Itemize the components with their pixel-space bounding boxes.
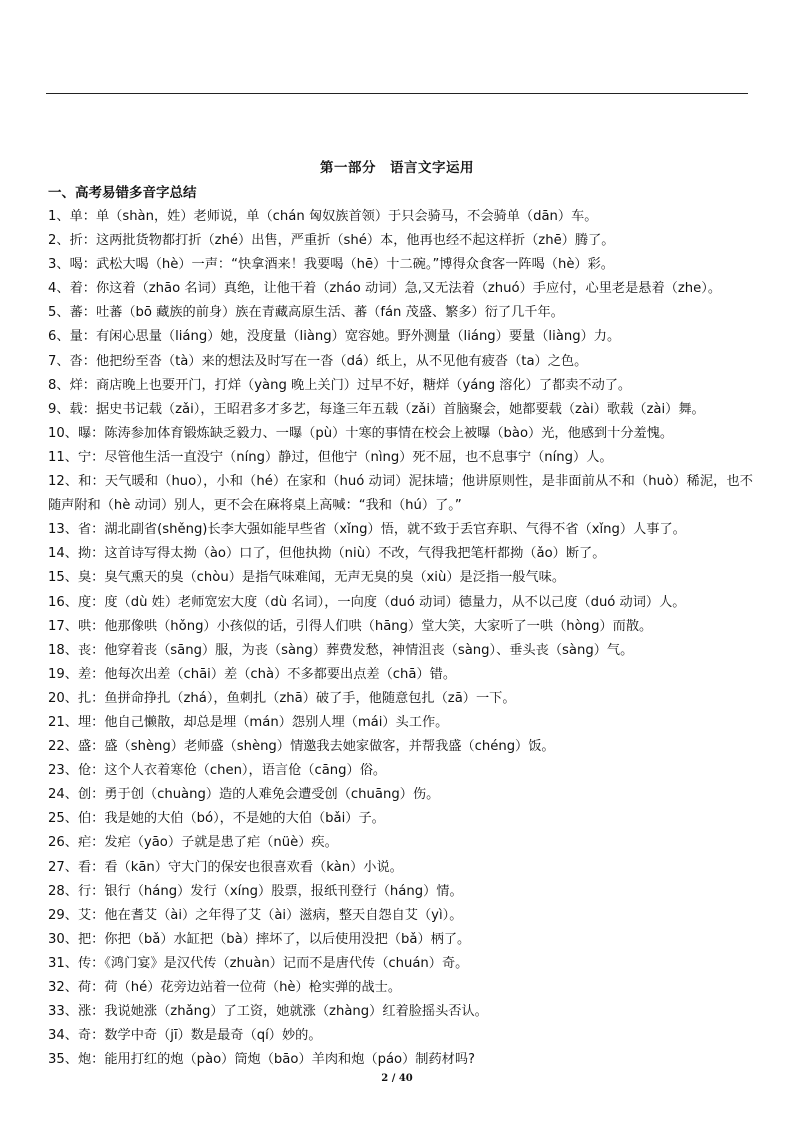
entry-31: 31、传：《鸿门宴》是汉代传（zhuàn）记而不是唐代传（chuán）奇。 <box>48 955 469 971</box>
entry-24: 24、创：勇于创（chuàng）造的人难免会遭受创（chuāng）伤。 <box>48 787 440 803</box>
entry-18: 18、丧：他穿着丧（sāng）服，为丧（sàng）葬费发愁，神情沮丧（sàng）、垂头丧（sàng）气。 <box>48 642 634 658</box>
entry-29: 29、艾：他在耆艾（ài）之年得了艾（ài）滋病，整天自怨自艾（yì）。 <box>48 907 463 923</box>
entry-14: 14、拗：这首诗写得太拗（ào）口了，但他执拗（niù）不改，气得我把笔杆都拗（ǎo）断了。 <box>48 546 606 562</box>
entry-5: 5、蕃：吐蕃（bō 藏族的前身）族在青藏高原生活、蕃（fán 茂盛、繁多）衍了几千年。 <box>48 305 564 321</box>
entry-25: 25、伯：我是她的大伯（bó），不是她的大伯（bǎi）子。 <box>48 811 385 827</box>
entry-12: 12、和：天气暖和（huo），小和（hé）在家和（huó 动词）泥抹墙；他讲原则性，是非面前从不和（huò）稀泥，也不随声附和（hè 动词）别人，更不会在麻将桌上高喊：“我和（hú）了。” <box>48 474 753 514</box>
entry-11: 11、宁：尽管他生活一直没宁（níng）静过，但他宁（nìng）死不屈，也不息事宁（níng）人。 <box>48 449 613 465</box>
entry-30: 30、把：你把（bǎ）水缸把（bà）摔坏了，以后使用没把（bǎ）柄了。 <box>48 931 471 947</box>
header-rule <box>46 93 748 94</box>
entry-1: 1、单：单（shàn，姓）老师说，单（chán 匈奴族首领）于只会骑马，不会骑单（dān）车。 <box>48 209 598 224</box>
entry-17: 17、哄：他那像哄（hǒng）小孩似的话，引得人们哄（hāng）堂大笑，大家听了一哄（hòng）而散。 <box>48 618 653 634</box>
entry-6: 6、量：有闲心思量（liáng）她，没度量（liàng）宽容她。野外测量（liáng）要量（liàng）力。 <box>48 329 621 345</box>
entry-15: 15、臭：臭气熏天的臭（chòu）是指气味难闻，无声无臭的臭（xiù）是泛指一般气味。 <box>48 570 566 586</box>
entry-list <box>48 205 753 1072</box>
entry-16: 16、度：度（dù 姓）老师宽宏大度（dù 名词），一向度（duó 动词）德量力，从不以己度（duó 动词）人。 <box>48 594 686 610</box>
section-heading: 一、高考易错多音字总结 <box>48 185 197 201</box>
entry-35: 35、炮：能用打红的炮（pào）筒炮（bāo）羊肉和炮（páo）制药材吗? <box>48 1052 476 1068</box>
entry-3: 3、喝：武松大喝（hè）一声：“快拿酒来！我要喝（hē）十二碗。”博得众食客一阵喝（hè）彩。 <box>48 257 614 273</box>
entry-22: 22、盛：盛（shèng）老师盛（shèng）情邀我去她家做客，并帮我盛（chéng）饭。 <box>48 739 555 755</box>
entry-4: 4、着：你这着（zhāo 名词）真绝，让他干着（zháo 动词）急,又无法着（zhuó）手应付，心里老是悬着（zhe）。 <box>48 281 722 297</box>
entry-19: 19、差：他每次出差（chāi）差（chà）不多都要出点差（chā）错。 <box>48 666 457 682</box>
page-number: 2 / 40 <box>381 1073 413 1084</box>
entry-27: 27、看：看（kān）守大门的保安也很喜欢看（kàn）小说。 <box>48 859 403 875</box>
entry-13: 13、省：湖北副省(shěng)长李大强如能早些省（xǐng）悟，就不致于丢官弃职、气得不省（xǐng）人事了。 <box>48 522 686 538</box>
entry-23: 23、伧：这个人衣着寒伧（chen），语言伧（cāng）俗。 <box>48 763 387 779</box>
entry-21: 21、埋：他自己懒散，却总是埋（mán）怨别人埋（mái）头工作。 <box>48 714 449 730</box>
entry-32: 32、荷：荷（hé）花旁边站着一位荷（hè）枪实弹的战士。 <box>48 980 402 995</box>
part-title: 第一部分 语言文字运用 <box>320 160 474 176</box>
entry-34: 34、奇：数学中奇（jī）数是最奇（qí）妙的。 <box>48 1028 322 1044</box>
entry-33: 33、涨：我说她涨（zhǎng）了工资，她就涨（zhàng）红着脸摇头否认。 <box>48 1004 488 1020</box>
entry-2: 2、折：这两批货物都打折（zhé）出售，严重折（shé）本，他再也经不起这样折（zhē）腾了。 <box>48 233 615 249</box>
entry-9: 9、载：据史书记载（zǎi），王昭君多才多艺，每逢三年五载（zǎi）首脑聚会，她都要载（zài）歌载（zài）舞。 <box>48 401 705 417</box>
entry-20: 20、扎：鱼拼命挣扎（zhá），鱼刺扎（zhā）破了手，他随意包扎（zā）一下。 <box>48 690 516 706</box>
entry-8: 8、烊：商店晚上也要开门，打烊（yàng 晚上关门）过早不好，糖烊（yáng 溶化）了都卖不动了。 <box>48 377 632 393</box>
entry-28: 28、行：银行（háng）发行（xíng）股票，报纸刊登行（háng）情。 <box>48 883 463 899</box>
entry-7: 7、沓：他把纷至沓（tà）来的想法及时写在一沓（dá）纸上，从不见他有疲沓（ta）之色。 <box>48 353 588 369</box>
entry-10: 10、曝：陈涛参加体育锻炼缺乏毅力、一曝（pù）十寒的事情在校会上被曝（bào）光，他感到十分羞愧。 <box>48 425 674 441</box>
entry-26: 26、疟：发疟（yāo）子就是患了疟（nüè）疾。 <box>48 835 338 851</box>
